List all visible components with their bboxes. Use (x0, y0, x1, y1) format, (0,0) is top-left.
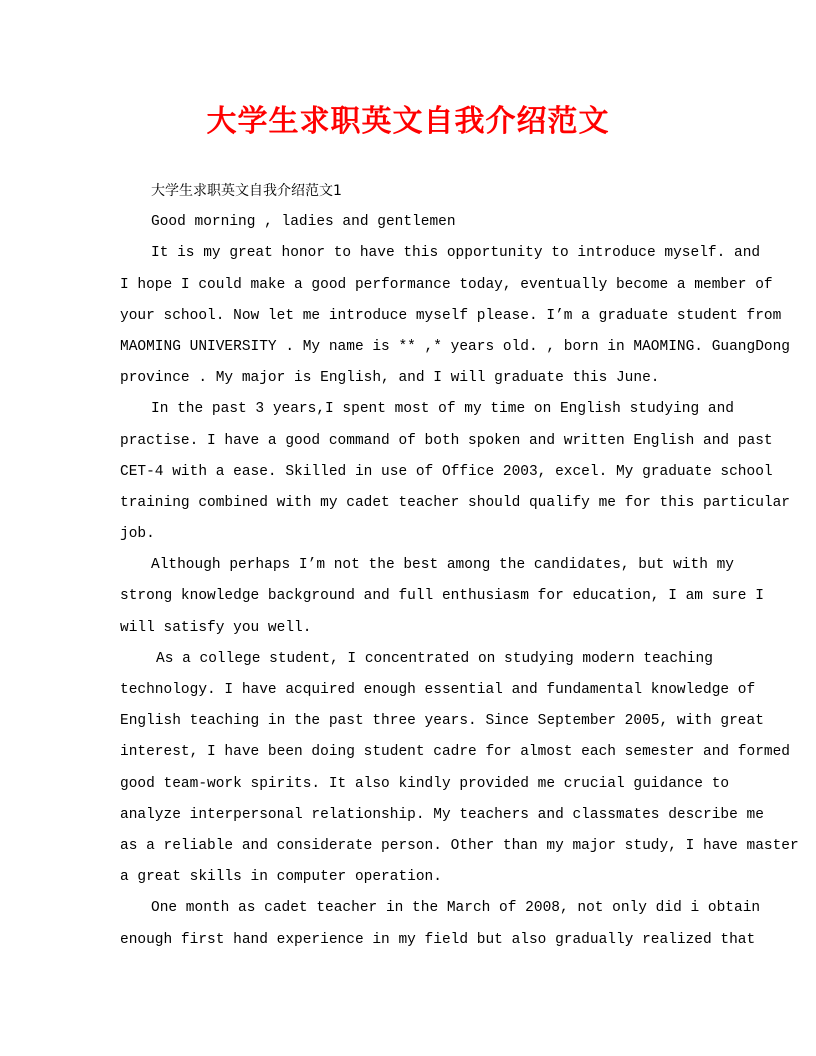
paragraph-line: enough first hand experience in my field but also gradually realized that (120, 931, 756, 948)
paragraph-line: job. (120, 526, 155, 543)
paragraph-line: will satisfy you well. (120, 619, 312, 636)
paragraph-line: In the past 3 years,I spent most of my time on English studying and (151, 401, 734, 418)
paragraph-line: English teaching in the past three years. Since September 2005, with great (120, 713, 764, 730)
paragraph-line: One month as cadet teacher in the March of 2008, not only did i obtain (151, 900, 761, 917)
paragraph-line: interest, I have been doing student cadre for almost each semester and formed (120, 744, 791, 761)
paragraph-line: strong knowledge background and full enthusiasm for education, I am sure I (120, 588, 764, 605)
paragraph-line: technology. I have acquired enough essential and fundamental knowledge of (120, 682, 756, 698)
document-title: 大学生求职英文自我介绍范文 (206, 104, 610, 139)
paragraph-line: province . My major is English, and I will graduate this June. (120, 370, 660, 387)
section-heading: 大学生求职英文自我介绍范文1 (151, 183, 342, 199)
paragraph-line: Although perhaps I’m not the best among the candidates, but with my (151, 557, 734, 574)
paragraph-line: analyze interpersonal relationship. My teachers and classmates describe me (120, 806, 764, 823)
paragraph-line: As a college student, I concentrated on studying modern teaching (156, 650, 713, 667)
paragraph-line: MAOMING UNIVERSITY . My name is ** ,* years old. , born in MAOMING. GuangDong (120, 338, 791, 355)
paragraph-line: as a reliable and considerate person. Other than my major study, I have master (120, 837, 799, 854)
paragraph-line: practise. I have a good command of both spoken and written English and past (120, 432, 773, 449)
paragraph-line: Good morning , ladies and gentlemen (151, 214, 456, 231)
paragraph-line: It is my great honor to have this opportunity to introduce myself. and (151, 245, 761, 262)
paragraph-line: CET-4 with a ease. Skilled in use of Office 2003, excel. My graduate school (120, 463, 773, 480)
document-body (120, 176, 799, 956)
paragraph-line: I hope I could make a good performance today, eventually become a member of (120, 276, 773, 293)
paragraph-line: a great skills in computer operation. (120, 869, 442, 886)
paragraph-line: training combined with my cadet teacher should qualify me for this particular (120, 494, 791, 511)
paragraph-line: your school. Now let me introduce myself please. I’m a graduate student from (120, 307, 782, 324)
paragraph-line: good team-work spirits. It also kindly provided me crucial guidance to (120, 775, 730, 792)
